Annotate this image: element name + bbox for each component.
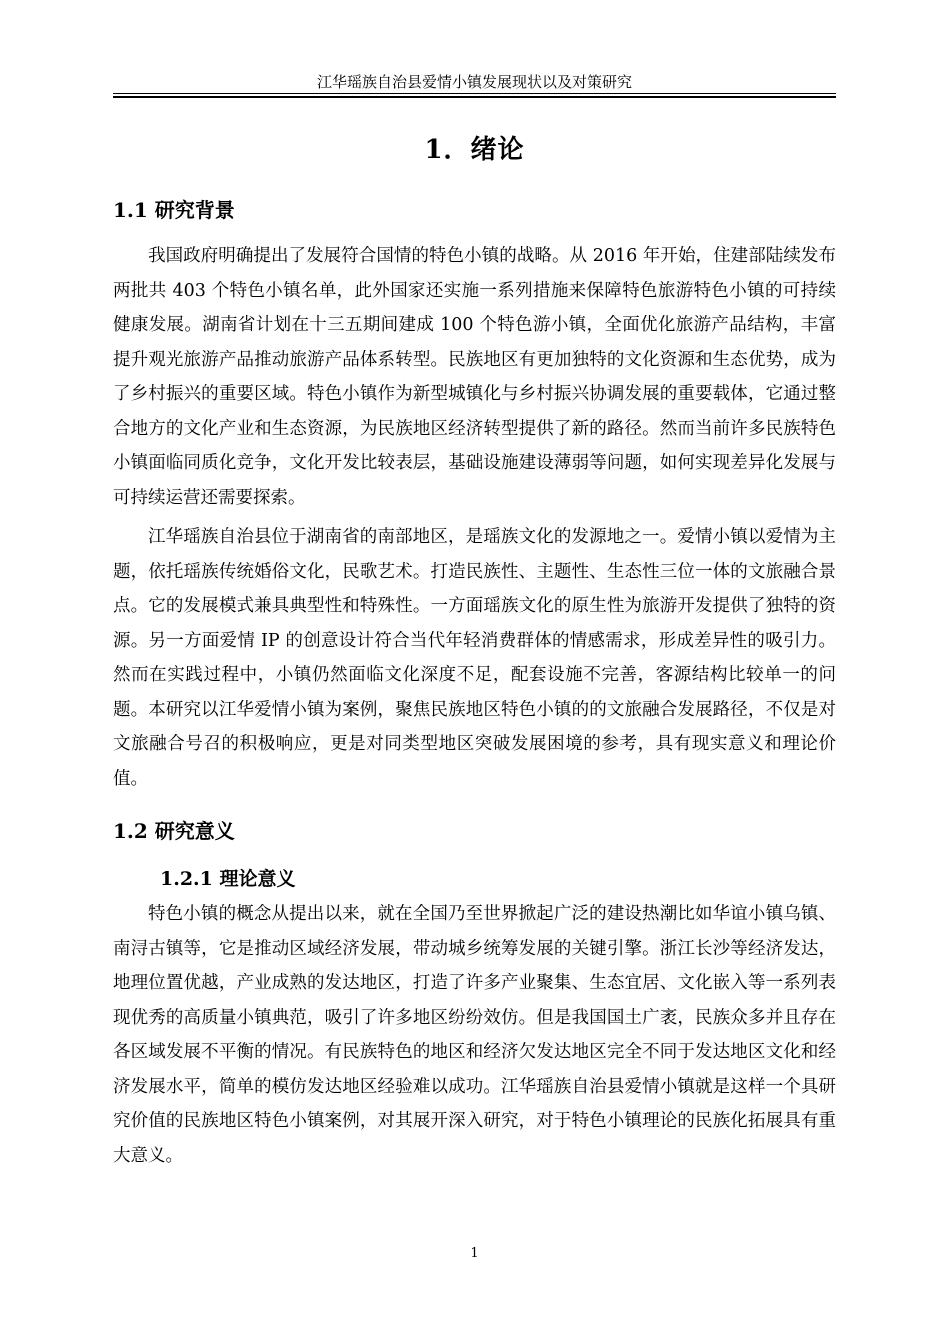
section-heading-1-1: 1.1 研究背景: [113, 198, 235, 222]
chapter-title: 1．绪论: [424, 135, 525, 165]
header-rule-thick: [113, 96, 836, 98]
header-rule-thin: [113, 93, 836, 94]
paragraph-theory-significance: 特色小镇的概念从提出以来，就在全国乃至世界掀起广泛的建设热潮比如华谊小镇乌镇、南浔古镇等，它是推动区域经济发展，带动城乡统筹发展的关键引擎。浙江长沙等经济发达，地理位置优越，产业成熟的发达地区，打造了许多产业聚集、生态宜居、文化嵌入等一系列表现优秀的高质量小镇典范，吸引了许多地区纷纷效仿。但是我国国土广袤，民族众多并且存在各区域发展不平衡的情况。有民族特色的地区和经济欠发达地区完全不同于发达地区文化和经济发展水平，简单的模仿发达地区经验难以成功。江华瑶族自治县爱情小镇就是这样一个具研究价值的民族地区特色小镇案例，对其展开深入研究，对于特色小镇理论的民族化拓展具有重大意义。: [113, 904, 836, 1166]
paragraph-background-2: 江华瑶族自治县位于湖南省的南部地区，是瑶族文化的发源地之一。爱情小镇以爱情为主题，依托瑶族传统婚俗文化，民歌艺术。打造民族性、主题性、生态性三位一体的文旅融合景点。它的发展模式兼具典型性和特殊性。一方面瑶族文化的原生性为旅游开发提供了独特的资源。另一方面爱情 IP 的创意设计符合当代年轻消费群体的情感需求，形成差异性的吸引力。然而在实践过程中，小镇仍然面临文化深度不足，配套设施不完善，客源结构比较单一的问题。本研究以江华爱情小镇为案例，聚焦民族地区特色小镇的的文旅融合发展路径，不仅是对文旅融合号召的积极响应，更是对同类型地区突破发展困境的参考，具有现实意义和理论价值。: [113, 527, 836, 789]
paragraph-background-1: 我国政府明确提出了发展符合国情的特色小镇的战略。从 2016 年开始，住建部陆续发布两批共 403 个特色小镇名单，此外国家还实施一系列措施来保障特色旅游特色小镇的可持续健康发展。湖南省计划在十三五期间建成 100 个特色游小镇，全面优化旅游产品结构，丰富提升观光旅游产品推动旅游产品体系转型。民族地区有更加独特的文化资源和生态优势，成为了乡村振兴的重要区域。特色小镇作为新型城镇化与乡村振兴协调发展的重要载体，它通过整合地方的文化产业和生态资源，为民族地区经济转型提供了新的路径。然而当前许多民族特色小镇面临同质化竞争，文化开发比较表层，基础设施建设薄弱等问题，如何实现差异化发展与可持续运营还需要探索。: [113, 246, 836, 508]
section-heading-1-2: 1.2 研究意义: [113, 819, 235, 843]
running-header: 江华瑶族自治县爱情小镇发展现状以及对策研究: [316, 73, 632, 91]
subsection-heading-1-2-1: 1.2.1 理论意义: [160, 868, 296, 890]
page-number: 1: [470, 1246, 479, 1261]
